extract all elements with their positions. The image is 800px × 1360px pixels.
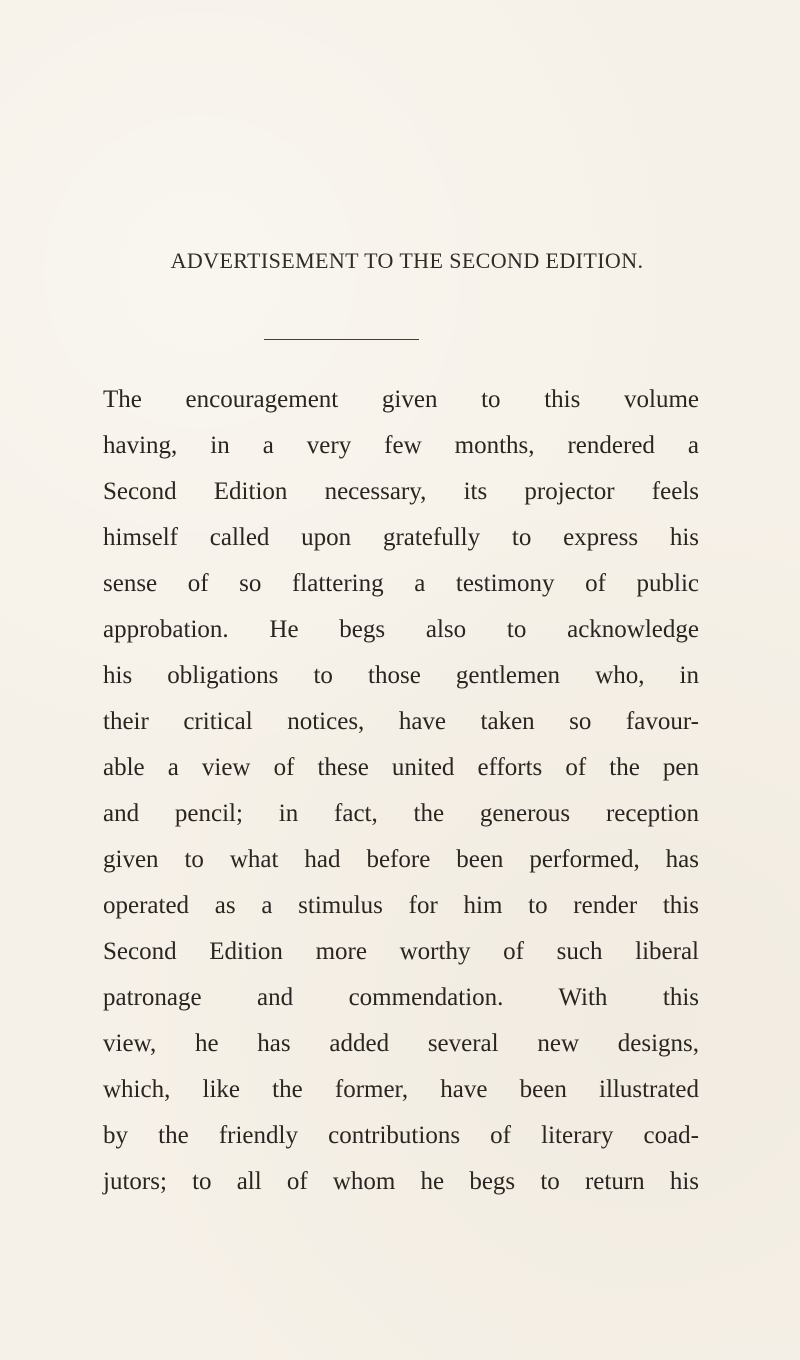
body-line-18: jutors; to all of whom he begs to return his bbox=[103, 1168, 699, 1195]
body-line-9: able a view of these united efforts of the pen bbox=[103, 754, 699, 781]
body-line-4: himself called upon gratefully to express his bbox=[103, 524, 699, 551]
body-line-8: their critical notices, have taken so favour- bbox=[103, 708, 699, 735]
body-line-16: which, like the former, have been illustrated bbox=[103, 1076, 699, 1103]
body-line-15: view, he has added several new designs, bbox=[103, 1030, 699, 1057]
divider-rule bbox=[264, 339, 419, 340]
body-line-14: patronage and commendation. With this bbox=[103, 984, 699, 1011]
body-line-2: having, in a very few months, rendered a bbox=[103, 432, 699, 459]
body-line-17: by the friendly contributions of literary coad- bbox=[103, 1122, 699, 1149]
body-line-12: operated as a stimulus for him to render this bbox=[103, 892, 699, 919]
body-line-5: sense of so flattering a testimony of public bbox=[103, 570, 699, 597]
body-line-11: given to what had before been performed, has bbox=[103, 846, 699, 873]
body-line-13: Second Edition more worthy of such liberal bbox=[103, 938, 699, 965]
section-heading: ADVERTISEMENT TO THE SECOND EDITION. bbox=[170, 248, 644, 273]
body-line-10: and pencil; in fact, the generous reception bbox=[103, 800, 699, 827]
body-line-3: Second Edition necessary, its projector feels bbox=[103, 478, 699, 505]
advertisement-body bbox=[103, 377, 699, 1205]
body-line-1: The encouragement given to this volume bbox=[103, 386, 699, 413]
body-line-7: his obligations to those gentlemen who, in bbox=[103, 662, 699, 689]
body-line-6: approbation. He begs also to acknowledge bbox=[103, 616, 699, 643]
